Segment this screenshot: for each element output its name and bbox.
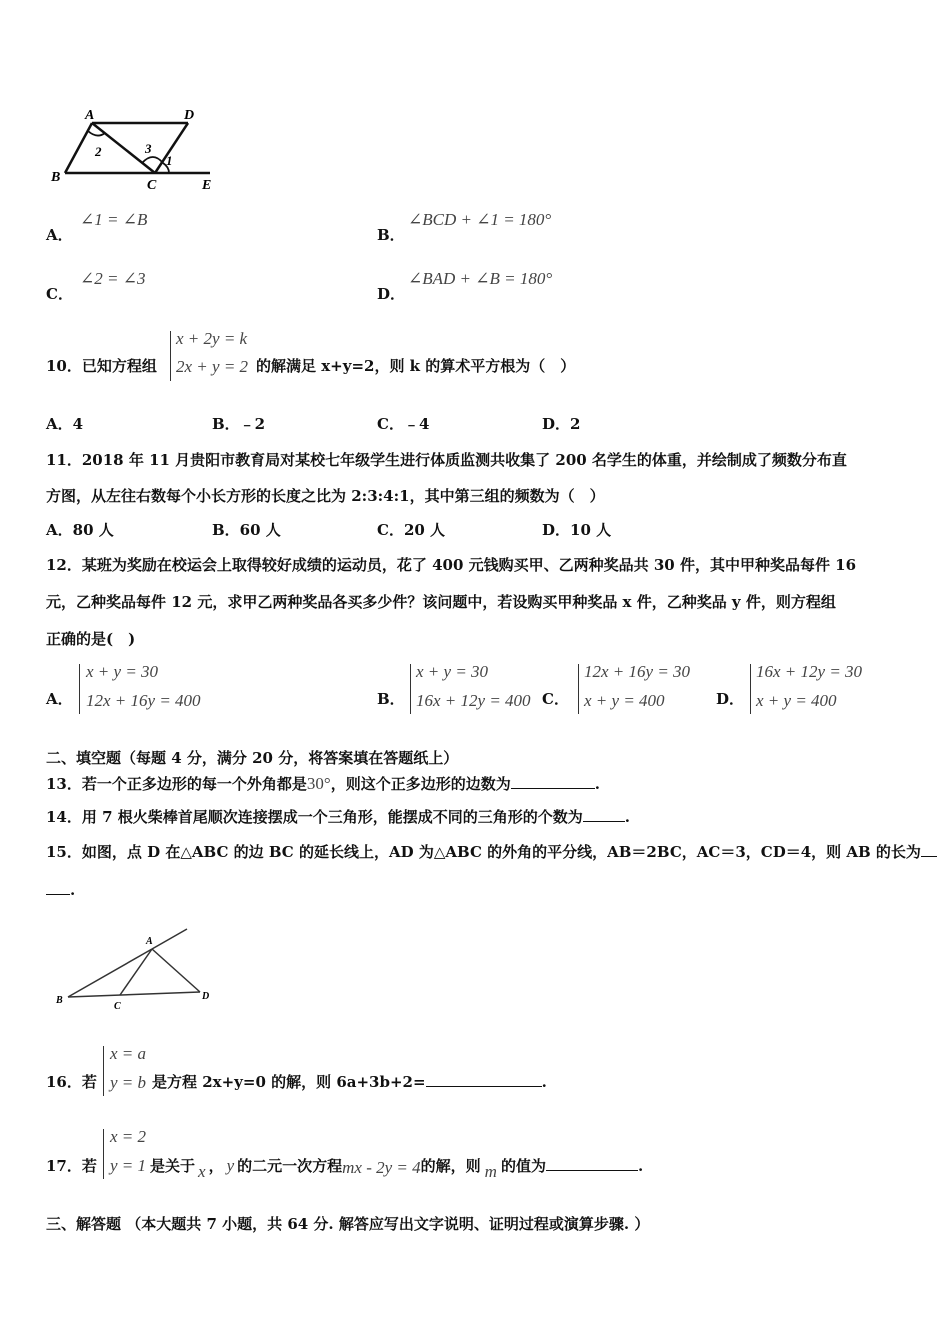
q9-option-b-expr: ∠BCD + ∠1 = 180°: [408, 210, 552, 229]
q15-answer-blank-part1[interactable]: [921, 842, 937, 857]
q13: [46, 773, 600, 794]
q16-brace: [103, 1046, 104, 1096]
q9-option-d-letter[interactable]: D．: [377, 285, 406, 303]
label-B: B: [51, 170, 61, 185]
q13-angle: 30°: [306, 774, 331, 793]
q12-option-b-letter[interactable]: B．: [377, 690, 405, 708]
figure-triangle: [50, 925, 220, 1015]
q17-brace: [103, 1129, 104, 1179]
q16-end: .: [541, 1073, 547, 1091]
q9-option-a-letter[interactable]: A．: [46, 226, 73, 244]
q17-mid2: 的二元一次方程: [237, 1157, 343, 1175]
q12-option-b-brace: [410, 664, 411, 714]
q14-answer-blank[interactable]: [583, 807, 625, 822]
q10-eq2: 2x + y = 2: [176, 357, 249, 376]
q11-option-d[interactable]: D．10 人: [542, 521, 612, 539]
q16-eq1: x = a: [110, 1044, 147, 1063]
q12-line1: 12．某班为奖励在校运会上取得较好成绩的运动员，花了 400 元钱购买甲、乙两种奖品共 30 件，其中甲种奖品每件 16: [46, 556, 857, 574]
line-AB: [65, 123, 92, 173]
q12-option-a-eq2: 12x + 16y = 400: [86, 691, 201, 710]
q17-eq1: x = 2: [110, 1127, 147, 1146]
q17-var-y: y: [226, 1156, 235, 1175]
q15-end: .: [70, 881, 76, 899]
q16-question: [152, 1071, 547, 1092]
q17-mid4: 的值为: [500, 1157, 546, 1175]
q16-eq2: y = b: [110, 1073, 147, 1092]
q12-option-a-eq1: x + y = 30: [86, 662, 159, 681]
q14: [46, 806, 630, 827]
q12-option-c-letter[interactable]: C．: [542, 690, 569, 708]
angle-arc-3: [142, 157, 163, 163]
q12-option-a-brace: [79, 664, 80, 714]
line-AC: [120, 949, 152, 995]
q15-line2: [46, 880, 75, 899]
q11-option-b[interactable]: B．60 人: [212, 521, 281, 539]
q11-line1: 11．2018 年 11 月贵阳市教育局对某校七年级学生进行体质监测共收集了 200 名学生的体重，并绘制成了频数分布直: [46, 451, 847, 469]
q10-number: 10．已知方程组: [46, 357, 157, 375]
q17-question: [150, 1155, 644, 1181]
q16-text: 是方程 2x+y=0 的解，则 6a+3b+2=: [152, 1073, 426, 1091]
q17-var-x: x: [198, 1162, 206, 1181]
q12-option-d-letter[interactable]: D．: [716, 690, 745, 708]
q12-option-c-eq1: 12x + 16y = 30: [584, 662, 691, 681]
q15-answer-blank-part2[interactable]: [46, 880, 70, 895]
q10-option-a[interactable]: A．4: [46, 415, 84, 433]
q9-option-d-expr: ∠BAD + ∠B = 180°: [408, 269, 553, 288]
line-BD: [68, 992, 200, 997]
line-BA: [68, 949, 152, 997]
q10-option-b[interactable]: B．﹣2: [212, 415, 266, 433]
label-angle-2: 2: [95, 144, 102, 159]
q9-option-b-letter[interactable]: B．: [377, 226, 405, 244]
q9-option-c-expr: ∠2 = ∠3: [80, 269, 146, 288]
section-2-heading: 二、填空题（每题 4 分，满分 20 分，将答案填在答题纸上）: [46, 749, 459, 767]
q10-eq1: x + 2y = k: [176, 329, 248, 348]
label-E: E: [202, 178, 212, 193]
q12-line3: 正确的是( ): [46, 630, 136, 648]
label-A: A: [146, 936, 153, 947]
q12-option-b-eq1: x + y = 30: [416, 662, 489, 681]
label-C: C: [147, 178, 157, 193]
q17-answer-blank[interactable]: [546, 1156, 638, 1171]
label-D: D: [184, 108, 195, 123]
q12-option-c-eq2: x + y = 400: [584, 691, 665, 710]
q15-line1: [46, 841, 937, 862]
q9-option-c-letter[interactable]: C．: [46, 285, 73, 303]
q17-eq2: y = 1: [110, 1156, 147, 1175]
q12-option-a-letter[interactable]: A．: [46, 690, 73, 708]
q10-question: 的解满足 x+y=2，则 k 的算术平方根为（ ）: [256, 357, 576, 375]
label-C: C: [114, 1001, 121, 1012]
q12-option-d-brace: [750, 664, 751, 714]
q17-mid1: 是关于: [150, 1157, 196, 1175]
label-A: A: [85, 108, 95, 123]
q13-pre: 13．若一个正多边形的每一个外角都是: [46, 775, 307, 793]
q12-line2: 元，乙种奖品每件 12 元，求甲乙两种奖品各买多少件？该问题中，若设购买甲种奖品 x 件，乙种奖品 y 件，则方程组: [46, 593, 836, 611]
label-D: D: [202, 991, 210, 1002]
section-3-heading: 三、解答题 （本大题共 7 小题，共 64 分. 解答应写出文字说明、证明过程或演算步骤. ）: [46, 1215, 650, 1233]
q11-line2: 方图，从左往右数每个小长方形的长度之比为 2:3:4:1，其中第三组的频数为（ ）: [46, 487, 605, 505]
label-angle-3: 3: [145, 141, 152, 156]
line-BA-extension: [152, 929, 187, 949]
q17-end: .: [637, 1157, 644, 1175]
q17-mid3: 的解，则: [420, 1157, 481, 1175]
q15-text: 15．如图，点 D 在△ABC 的边 BC 的延长线上，AD 为△ABC 的外角的平分线，AB＝2BC，AC＝3，CD＝4，则 AB 的长为: [46, 843, 921, 861]
label-B: B: [56, 995, 63, 1006]
label-angle-1: 1: [166, 153, 173, 168]
q12-option-c-brace: [578, 664, 579, 714]
q9-option-a-expr: ∠1 = ∠B: [80, 210, 148, 229]
q10-brace: [170, 331, 171, 381]
q11-option-a[interactable]: A．80 人: [46, 521, 114, 539]
q12-option-b-eq2: 16x + 12y = 400: [416, 691, 531, 710]
q14-end: .: [624, 808, 630, 826]
q13-answer-blank[interactable]: [511, 774, 595, 789]
q13-post: ，则这个正多边形的边数为: [330, 775, 511, 793]
figure-parallelogram: [45, 105, 225, 197]
q10-option-d[interactable]: D．2: [542, 415, 581, 433]
q14-text: 14．用 7 根火柴棒首尾顺次连接摆成一个三角形，能摆成不同的三角形的个数为: [46, 808, 583, 826]
q17-comma: ，: [208, 1157, 224, 1175]
q16-answer-blank[interactable]: [426, 1072, 542, 1087]
line-AD: [152, 949, 200, 992]
q13-end: .: [594, 775, 600, 793]
q16-number: 16．若: [46, 1073, 97, 1091]
q11-option-c[interactable]: C．20 人: [377, 521, 446, 539]
q17-equation: mx - 2y = 4: [342, 1158, 421, 1177]
q10-option-c[interactable]: C．﹣4: [377, 415, 430, 433]
q12-option-d-eq1: 16x + 12y = 30: [756, 662, 863, 681]
q12-option-d-eq2: x + y = 400: [756, 691, 837, 710]
q17-var-m: m: [484, 1162, 497, 1181]
q17-number: 17．若: [46, 1157, 97, 1175]
